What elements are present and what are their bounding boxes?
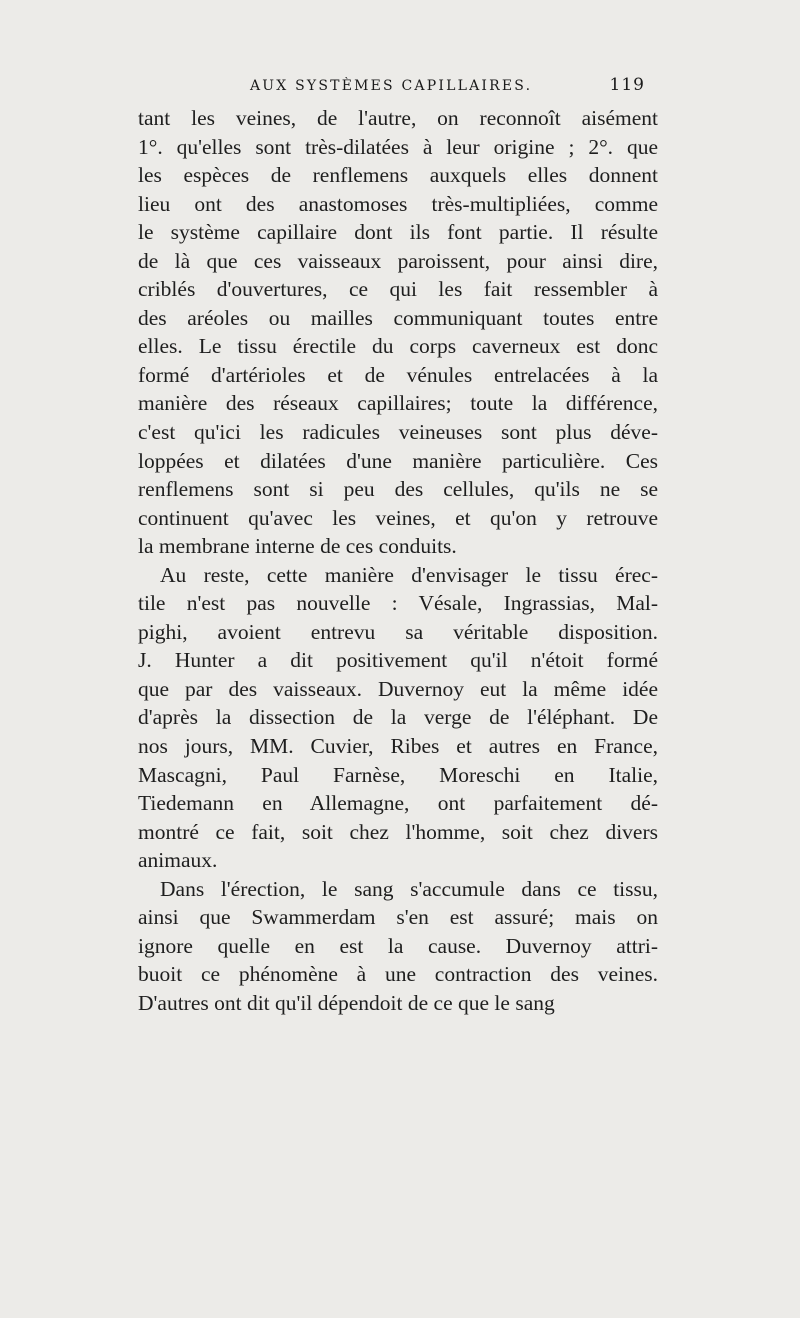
- text-line: nos jours, MM. Cuvier, Ribes et autres en France,: [138, 734, 658, 759]
- text-line: les espèces de renflemens auxquels elles donnent: [138, 163, 658, 188]
- text-line: D'autres ont dit qu'il dépendoit de ce que le sang: [138, 990, 555, 1015]
- text-line: formé d'artérioles et de vénules entrelacées à la: [138, 362, 658, 387]
- text-line: des aréoles ou mailles communiquant toutes entre: [138, 305, 658, 330]
- text-line: manière des réseaux capillaires; toute la différence,: [138, 391, 658, 416]
- text-line: la membrane interne de ces conduits.: [138, 534, 457, 559]
- text-line: criblés d'ouvertures, ce qui les fait ressembler à: [138, 277, 658, 302]
- text-line: renflemens sont si peu des cellules, qu'ils ne se: [138, 477, 658, 502]
- text-line: Dans l'érection, le sang s'accumule dans ce tissu,: [160, 876, 658, 901]
- paragraph: [138, 875, 658, 1018]
- text-line: elles. Le tissu érectile du corps caverneux est donc: [138, 334, 658, 359]
- text-line: c'est qu'ici les radicules veineuses sont plus déve-: [138, 420, 658, 445]
- text-line: 1°. qu'elles sont très-dilatées à leur origine ; 2°. que: [138, 134, 658, 159]
- text-line: Tiedemann en Allemagne, ont parfaitement dé-: [138, 791, 658, 816]
- text-line: animaux.: [138, 848, 218, 873]
- text-line: d'après la dissection de la verge de l'éléphant. De: [138, 705, 658, 730]
- text-line: ainsi que Swammerdam s'en est assuré; mais on: [138, 905, 658, 930]
- text-line: Au reste, cette manière d'envisager le tissu érec-: [160, 562, 658, 587]
- text-line: pighi, avoient entrevu sa véritable disposition.: [138, 619, 658, 644]
- text-line: ignore quelle en est la cause. Duvernoy attri-: [138, 933, 658, 958]
- page-number: 119: [609, 75, 645, 95]
- running-head: [250, 76, 645, 100]
- text-line: continuent qu'avec les veines, et qu'on y retrouve: [138, 505, 658, 530]
- text-line: buoit ce phénomène à une contraction des veines.: [138, 962, 658, 987]
- text-line: montré ce fait, soit chez l'homme, soit chez divers: [138, 819, 658, 844]
- running-head-title: AUX SYSTÈMES CAPILLAIRES.: [250, 78, 533, 94]
- text-line: tant les veines, de l'autre, on reconnoît aisément: [138, 106, 658, 130]
- paragraph: [138, 561, 658, 875]
- body-text: [138, 104, 658, 1018]
- text-line: Mascagni, Paul Farnèse, Moreschi en Italie,: [138, 762, 658, 787]
- text-line: loppées et dilatées d'une manière particulière. Ces: [138, 448, 658, 473]
- text-line: lieu ont des anastomoses très-multipliées, comme: [138, 191, 658, 216]
- text-line: le système capillaire dont ils font partie. Il résulte: [138, 220, 658, 245]
- text-line: de là que ces vaisseaux paroissent, pour ainsi dire,: [138, 248, 658, 273]
- paragraph: [138, 104, 658, 561]
- text-line: que par des vaisseaux. Duvernoy eut la même idée: [138, 676, 658, 701]
- text-line: tile n'est pas nouvelle : Vésale, Ingrassias, Mal-: [138, 591, 658, 616]
- text-line: J. Hunter a dit positivement qu'il n'étoit formé: [138, 648, 658, 673]
